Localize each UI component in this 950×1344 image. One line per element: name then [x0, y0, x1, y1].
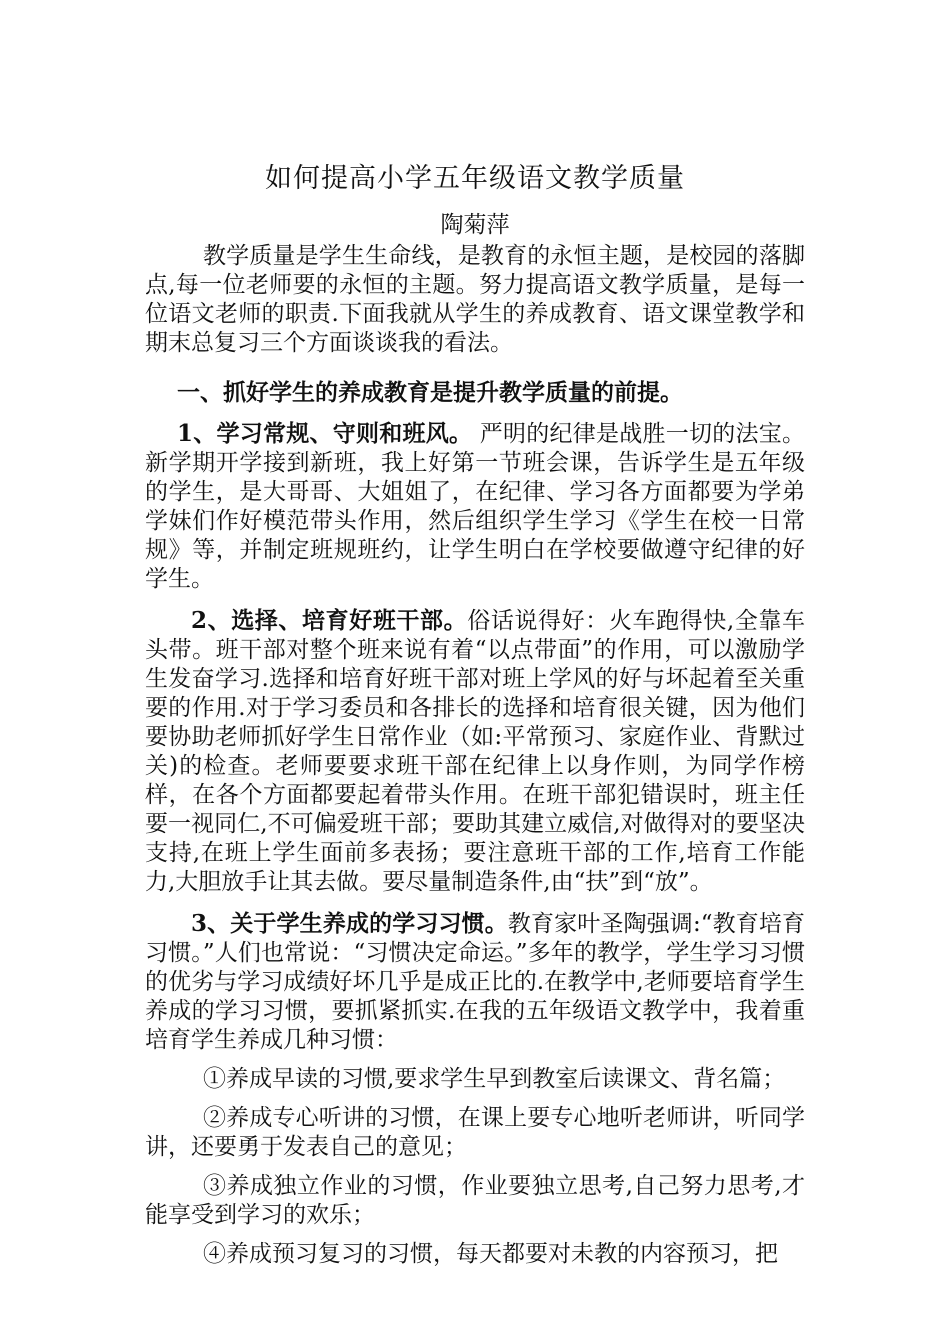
point-3-paragraph	[145, 909, 805, 1055]
document-author: 陶菊萍	[440, 212, 510, 238]
point-1-text: 严明的纪律是战胜一切的法宝。新学期开学接到新班，我上好第一节班会课，告诉学生是五年级的学生，是大哥哥、大姐姐了，在纪律、学习各方面都要为学弟学妹们作好模范带头作用，然后组织学生学习《学生在校一日常规》等，并制定班规班约，让学生明白在学校要做遵守纪律的好学生。	[145, 421, 805, 592]
point-2-text: 俗话说得好：火车跑得快,全靠车头带。班干部对整个班来说有着“以点带面”的作用，可以激励学生发奋学习.选择和培育好班干部对班上学风的好与坏起着至关重要的作用.对于学习委员和各排长的选择和培育很关键，因为他们要协助老师抓好学生日常作业（如:平常预习、家庭作业、背默过关)的检查。老师要要求班干部在纪律上以身作则，为同学作榜样，在各个方面都要起着带头作用。在班干部犯错误时，班主任要一视同仁,不可偏爱班干部；要助其建立威信,对做得对的要坚决支持,在班上学生面前多表扬；要注意班干部的工作,培育工作能力,大胆放手让其去做。要尽量制造条件,由“扶”到“放”。	[145, 608, 805, 895]
point-2-paragraph	[145, 606, 805, 897]
habit-item: ④养成预习复习的习惯，每天都要对未教的内容预习，把	[203, 1241, 778, 1267]
intro-paragraph: 教学质量是学生生命线，是教育的永恒主题，是校园的落脚点,每一位老师要的永恒的主题。努力提高语文教学质量，是每一位语文老师的职责.下面我就从学生的养成教育、语文课堂教学和期末总复习三个方面谈谈我的看法。	[145, 243, 805, 356]
point-2-heading: 2、选择、培育好班干部。	[191, 607, 468, 634]
document-title: 如何提高小学五年级语文教学质量	[265, 163, 685, 194]
point-1-heading: 1、学习常规、守则和班风。	[177, 420, 473, 447]
point-3-text: 教育家叶圣陶强调:“教育培育习惯。”人们也常说：“习惯决定命运。”多年的教学，学生学习习惯的优劣与学习成绩好坏几乎是成正比的.在教学中,老师要培育学生养成的学习习惯，要抓紧抓实.在我的五年级语文教学中，我着重培育学生养成几种习惯：	[145, 911, 805, 1053]
section-heading: 一、抓好学生的养成教育是提升教学质量的前提。	[177, 379, 683, 406]
document-body	[145, 160, 805, 1269]
habit-item: ②养成专心听讲的习惯，在课上要专心地听老师讲，听同学讲，还要勇于发表自己的意见；	[145, 1105, 805, 1160]
habit-item: ③养成独立作业的习惯，作业要独立思考,自己努力思考,才能享受到学习的欢乐；	[145, 1173, 805, 1228]
point-3-heading: 3、关于学生养成的学习习惯。	[191, 910, 508, 937]
point-1-paragraph	[145, 419, 805, 594]
habit-item: ①养成早读的习惯,要求学生早到教室后读课文、背名篇；	[203, 1066, 786, 1092]
